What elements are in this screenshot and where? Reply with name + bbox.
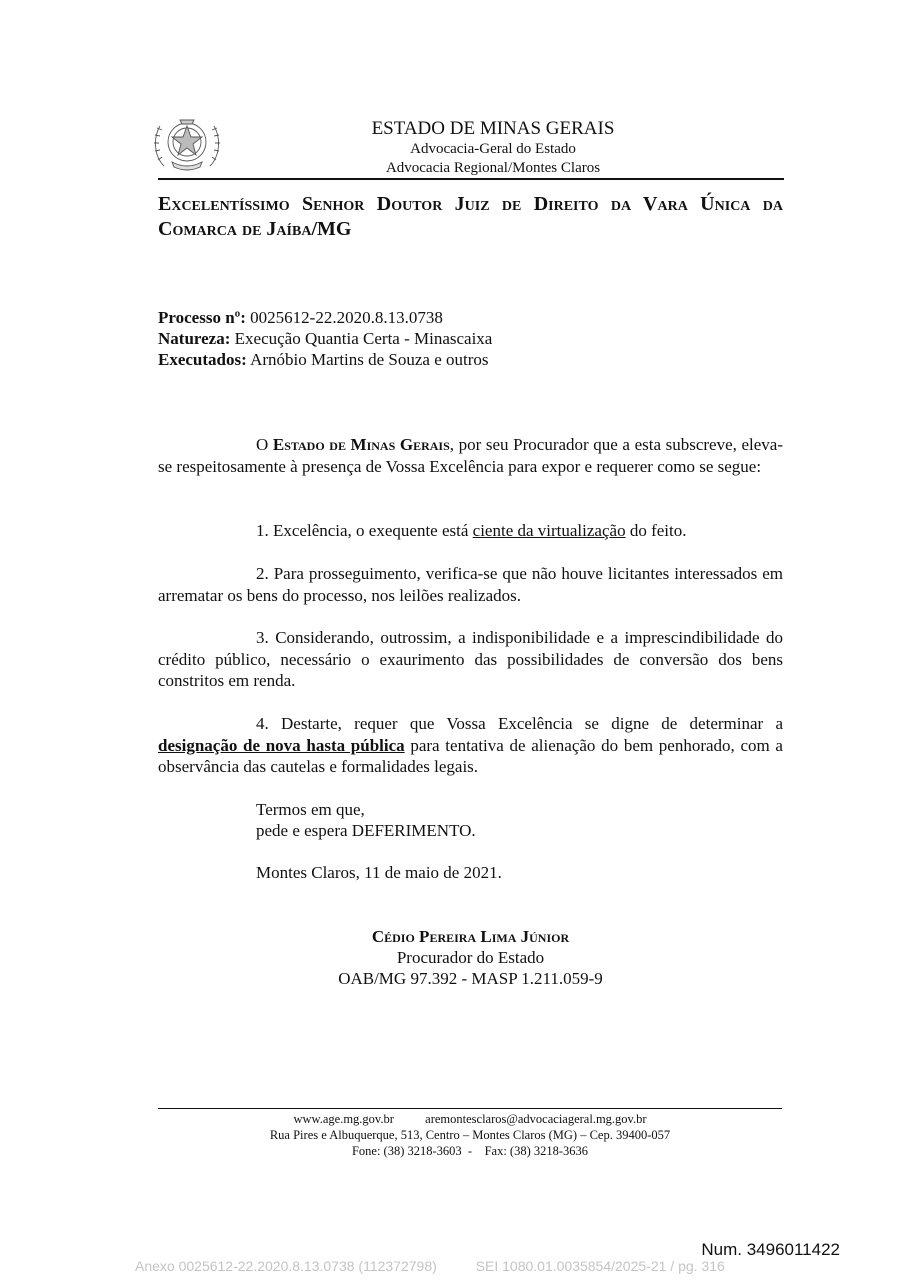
- closing-line-2: pede e espera DEFERIMENTO.: [256, 821, 476, 840]
- p4-pre: 4. Destarte, requer que Vossa Excelência se digne de determinar a: [256, 714, 783, 733]
- intro-post: , por seu Procurador que a esta subscreve, eleva-se respeitosamente à presença de Vossa Excelência para expor e requerer como se segue:: [158, 435, 784, 476]
- intro-entity: Estado de Minas Gerais: [272, 435, 450, 454]
- p4-emphasis: designação de nova hasta pública: [158, 735, 405, 755]
- case-defendants: [158, 349, 783, 370]
- intro-paragraph: [158, 434, 783, 477]
- paragraph-2: 2. Para prosseguimento, verifica-se que não houve licitantes interessados em arrematar os bens do processo, nos leilões realizados.: [158, 564, 783, 605]
- p4-post: para tentativa de alienação do bem penhorado, com a observância das cautelas e formalidades legais.: [158, 735, 783, 776]
- document-number: Num. 3496011422: [701, 1240, 840, 1259]
- closing-line-1: Termos em que,: [256, 800, 365, 819]
- footer-divider: [158, 1108, 782, 1109]
- signatory-name: Cédio Pereira Lima Júnior: [371, 927, 570, 946]
- annex-stamp: Anexo 0025612-22.2020.8.13.0738 (112372798) SEI 1080.01.0035854/2025-21 / pg. 316: [135, 1258, 725, 1274]
- case-nature-label: Natureza:: [158, 329, 231, 348]
- case-number-value: 0025612-22.2020.8.13.0738: [245, 308, 443, 327]
- signatory-role: Procurador do Estado: [396, 948, 545, 967]
- p1-pre: 1. Excelência, o exequente está: [256, 521, 473, 540]
- case-nature: [158, 328, 783, 349]
- paragraph-4: [158, 713, 783, 778]
- case-nature-value: Execução Quantia Certa - Minascaixa: [230, 329, 493, 348]
- header-subtitle-agency: Advocacia-Geral do Estado: [410, 141, 576, 157]
- signatory-registration: OAB/MG 97.392 - MASP 1.211.059-9: [338, 969, 603, 988]
- footer-phone: Fone: (38) 3218-3603 - Fax: (38) 3218-3636: [351, 1144, 589, 1158]
- case-number: [158, 307, 783, 328]
- p1-post: do feito.: [625, 521, 687, 540]
- footer-address: Rua Pires e Albuquerque, 513, Centro – Montes Claros (MG) – Cep. 39400-057: [269, 1128, 671, 1142]
- p1-underlined: ciente da virtualização: [472, 521, 626, 540]
- case-defendants-label: Executados:: [158, 350, 247, 369]
- header-divider: [158, 178, 784, 180]
- intro-pre: O: [256, 435, 273, 454]
- case-number-label: Processo nº:: [158, 308, 246, 327]
- paragraph-3: 3. Considerando, outrossim, a indisponibilidade e a imprescindibilidade do crédito público, necessário o exaurimento das possibilidades de conversão dos bens constritos em renda.: [158, 628, 783, 690]
- paragraph-1: [158, 520, 783, 542]
- header-subtitle-regional: Advocacia Regional/Montes Claros: [385, 160, 601, 176]
- place-date: Montes Claros, 11 de maio de 2021.: [256, 863, 502, 882]
- coat-of-arms-icon: [150, 112, 224, 174]
- case-defendants-value: Arnóbio Martins de Souza e outros: [246, 350, 489, 369]
- addressee: Excelentíssimo Senhor Doutor Juiz de Direito da Vara Única da Comarca de Jaíba/MG: [158, 193, 783, 240]
- header-title: ESTADO DE MINAS GERAIS: [371, 118, 615, 139]
- footer-contacts: www.age.mg.gov.br aremontesclaros@advocaciageral.mg.gov.br: [293, 1112, 647, 1126]
